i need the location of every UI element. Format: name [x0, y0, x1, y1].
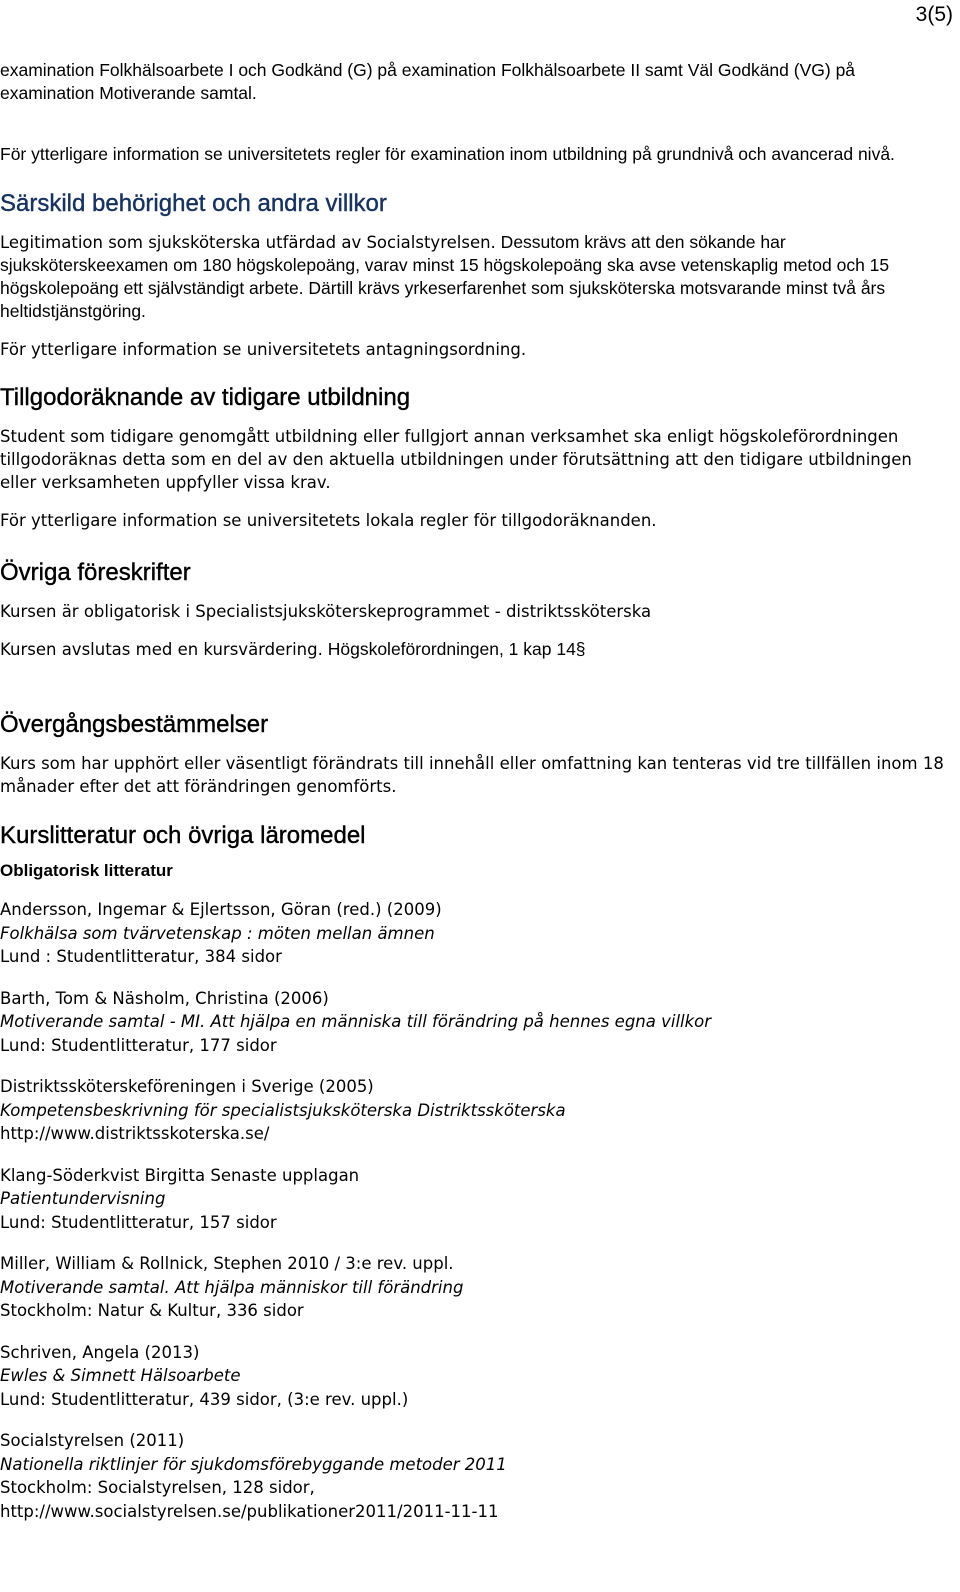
behorighet-text-a: Legitimation som sjuksköterska utfärdad av Socialstyrelsen. [0, 233, 496, 252]
reference-publisher: Lund: Studentlitteratur, 157 sidor [0, 1212, 277, 1232]
reference-author: Distriktssköterskeföreningen i Sverige (2005) [0, 1077, 374, 1096]
section-heading-litteratur: Kurslitteratur och övriga läromedel [0, 822, 366, 849]
reference-title: Folkhälsa som tvärvetenskap : möten mellan ämnen [0, 923, 435, 943]
overgang-text: Kurs som har upphört eller väsentligt förändrats till innehåll eller omfattning kan tenteras vid tre tillfällen inom 18 månader efter det att förändringen genomförts. [0, 754, 944, 796]
reference-item [0, 898, 945, 969]
ovriga-text-2a: Kursen avslutas med en kursvärdering. [0, 640, 323, 659]
reference-publisher: Lund: Studentlitteratur, 439 sidor, (3:e rev. uppl.) [0, 1389, 409, 1409]
reference-item [0, 987, 945, 1058]
behorighet-more-info: För ytterligare information se universitetets antagningsordning. [0, 340, 527, 359]
section-heading-tillgodo: Tillgodoräknande av tidigare utbildning [0, 384, 411, 411]
reference-author: Klang-Söderkvist Birgitta Senaste upplagan [0, 1165, 360, 1185]
reference-title: Kompetensbeskrivning för specialistsjuksköterska Distriktssköterska [0, 1100, 566, 1120]
behorighet-text-c: Därtill krävs yrkeserfarenhet som sjuksköterska motsvarande minst två års heltidstjänstgöring. [0, 278, 886, 321]
reference-item [0, 1341, 945, 1412]
reference-item [0, 1075, 945, 1146]
tillgodo-more-info: För ytterligare information se universitetets lokala regler för tillgodoräknanden. [0, 511, 657, 530]
reference-item [0, 1164, 945, 1235]
reference-publisher: Stockholm: Natur & Kultur, 336 sidor [0, 1301, 304, 1320]
section-heading-ovriga: Övriga föreskrifter [0, 559, 191, 586]
behorighet-text [0, 231, 945, 323]
ovriga-text-1: Kursen är obligatorisk i Specialistsjuksköterskeprogrammet - distriktssköterska [0, 602, 652, 621]
page-number: 3(5) [915, 3, 953, 26]
behorighet-text-b: Dessutom krävs att den sökande har sjuksköterskeexamen om 180 högskolepoäng, varav minst 15 högskolepoäng ska avse vetenskaplig metod och 15 högskolepoäng ett självständigt arbete. [0, 232, 890, 298]
section-heading-overgang: Övergångsbestämmelser [0, 711, 269, 738]
intro-paragraph: examination Folkhälsoarbete I och Godkänd (G) på examination Folkhälsoarbete II samt Väl Godkänd (VG) på examination Motiverande samtal. [0, 60, 856, 103]
reference-author: Barth, Tom & Näsholm, Christina (2006) [0, 988, 329, 1008]
document-body [0, 57, 945, 1523]
reference-item [0, 1252, 945, 1323]
ovriga-text-2 [0, 638, 945, 661]
reference-author: Socialstyrelsen (2011) [0, 1431, 185, 1450]
reference-title: Motiverande samtal - MI. Att hjälpa en människa till förändring på hennes egna villkor [0, 1012, 712, 1031]
reference-url[interactable]: http://www.socialstyrelsen.se/publikationer2011/2011-11-11 [0, 1501, 499, 1521]
reference-title: Ewles & Simnett Hälsoarbete [0, 1366, 241, 1385]
reference-author: Miller, William & Rollnick, Stephen 2010 / 3:e rev. uppl. [0, 1254, 454, 1273]
reference-title: Nationella riktlinjer för sjukdomsförebyggande metoder 2011 [0, 1454, 507, 1474]
reference-author: Schriven, Angela (2013) [0, 1342, 200, 1362]
section-heading-behorighet: Särskild behörighet och andra villkor [0, 190, 387, 217]
reference-publisher: Stockholm: Socialstyrelsen, 128 sidor, [0, 1478, 315, 1497]
intro-more-info: För ytterligare information se universitetets regler för examination inom utbildning på grundnivå och avancerad nivå. [0, 144, 895, 164]
reference-url[interactable]: http://www.distriktsskoterska.se/ [0, 1124, 270, 1143]
reference-author: Andersson, Ingemar & Ejlertsson, Göran (red.) (2009) [0, 900, 442, 919]
reference-item [0, 1429, 945, 1523]
tillgodo-text: Student som tidigare genomgått utbildning eller fullgjort annan verksamhet ska enligt högskoleförordningen tillgodoräknas detta som en del av den aktuella utbildningen under förutsättning att den tidigare utbildningen eller verksamheten uppfyller vissa krav. [0, 427, 912, 492]
reference-title: Motiverande samtal. Att hjälpa människor till förändring [0, 1277, 464, 1297]
reference-title: Patientundervisning [0, 1189, 166, 1208]
reference-publisher: Lund : Studentlitteratur, 384 sidor [0, 947, 282, 966]
reference-publisher: Lund: Studentlitteratur, 177 sidor [0, 1035, 277, 1055]
ovriga-text-2b: Högskoleförordningen, 1 kap 14§ [322, 639, 586, 659]
litteratur-subheading: Obligatorisk litteratur [0, 861, 173, 880]
